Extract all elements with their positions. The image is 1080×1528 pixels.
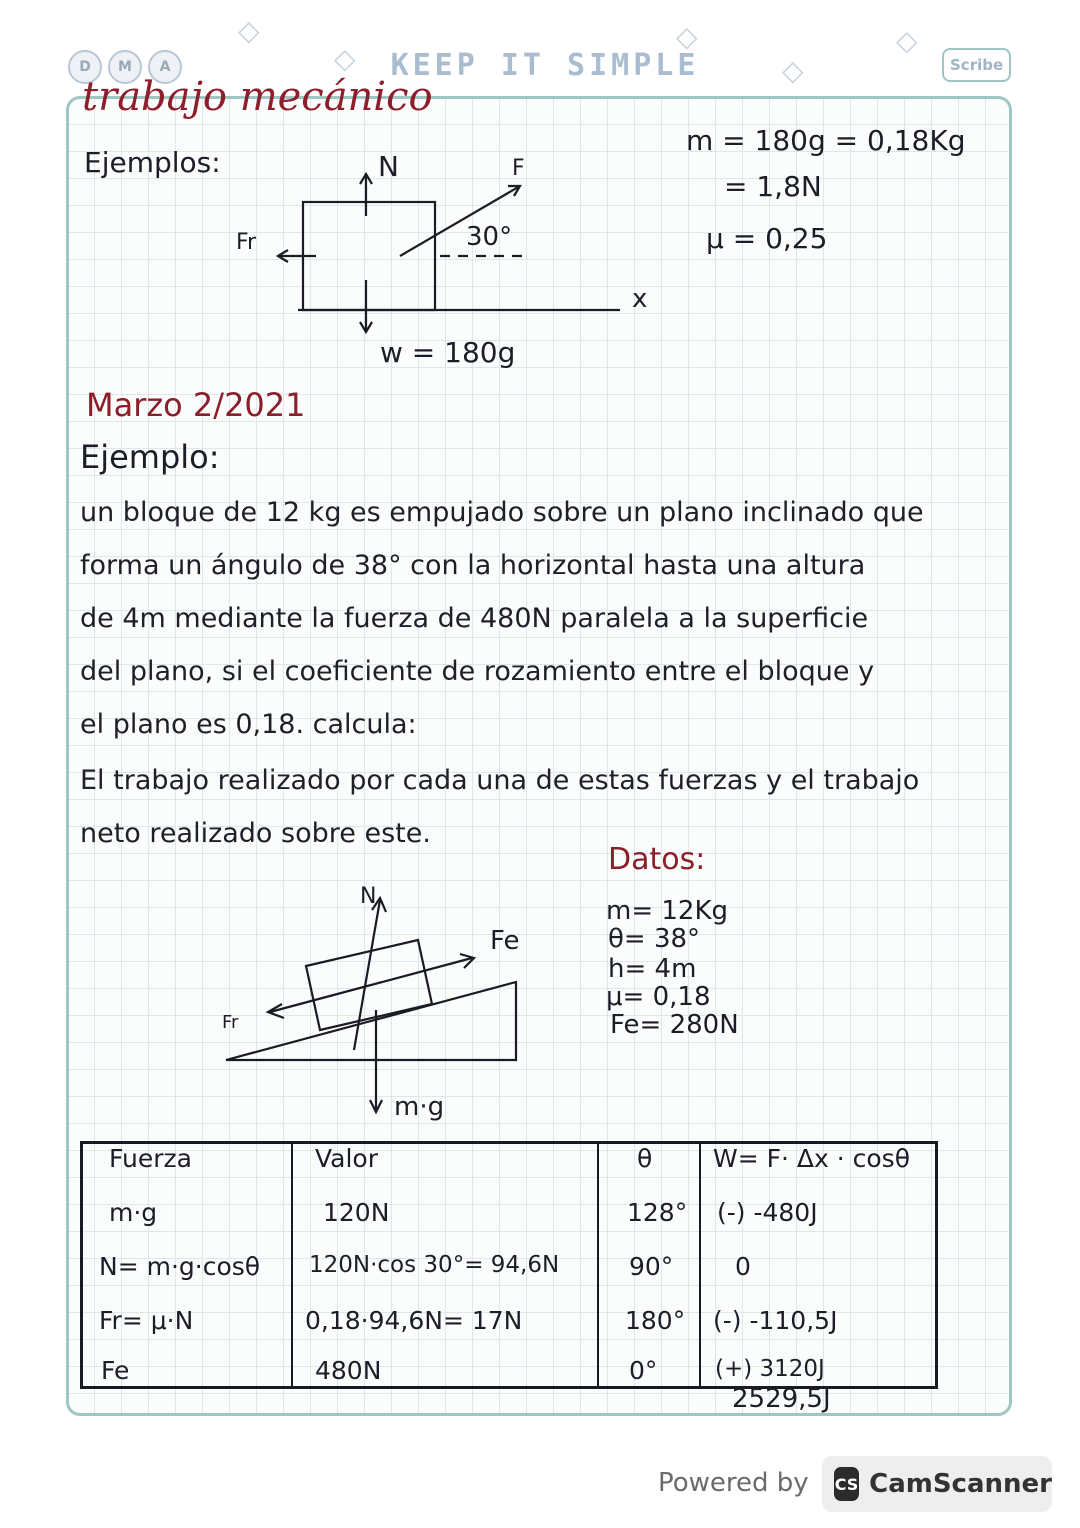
friction-coefficient: μ = 0,25 xyxy=(706,222,828,255)
table-cell: 128° xyxy=(627,1198,688,1227)
camscanner-badge xyxy=(822,1456,1052,1512)
table-cell: (+) 3120J xyxy=(715,1356,825,1382)
datos-heading: Datos: xyxy=(608,842,706,877)
diamond-icon: ◇ xyxy=(782,54,804,87)
problem-line: de 4m mediante la fuerza de 480N paralela a la superficie xyxy=(80,603,869,634)
table-cell: 0° xyxy=(629,1356,658,1385)
problem-line: un bloque de 12 kg es empujado sobre un plano inclinado que xyxy=(80,497,924,528)
datos-item: θ= 38° xyxy=(608,924,701,954)
table-cell: 120N xyxy=(323,1198,390,1227)
day-circle: D xyxy=(68,50,102,84)
camscanner-name: CamScanner xyxy=(869,1469,1052,1499)
brand-title: KEEP IT SIMPLE xyxy=(390,48,700,83)
table-cell: (-) -480J xyxy=(717,1198,818,1227)
problem-line: forma un ángulo de 38° con la horizontal hasta una altura xyxy=(80,550,866,581)
table-cell: 480N xyxy=(315,1356,382,1385)
scribe-logo: Scribe xyxy=(942,48,1011,82)
table-cell: Fr= μ·N xyxy=(99,1306,194,1335)
problem-line: el plano es 0,18. calcula: xyxy=(80,709,417,740)
datos-item: m= 12Kg xyxy=(606,896,729,926)
angle-label: 30° xyxy=(466,222,513,252)
datos-item: h= 4m xyxy=(608,954,697,984)
month-circle: M xyxy=(108,50,142,84)
net-work-total: 2529,5J xyxy=(732,1384,831,1414)
axis-label-x: x xyxy=(632,284,648,314)
table-cell: 120N·cos 30°= 94,6N xyxy=(309,1252,560,1278)
diamond-icon: ◇ xyxy=(238,14,260,47)
problem-line: del plano, si el coeficiente de rozamiento entre el bloque y xyxy=(80,656,875,687)
table-header: Fuerza xyxy=(109,1144,192,1173)
weight-force-label: m·g xyxy=(394,1092,445,1122)
table-header: Valor xyxy=(315,1144,379,1173)
weight-newton: = 1,8N xyxy=(724,170,822,203)
datos-item: μ= 0,18 xyxy=(606,982,711,1012)
diamond-icon: ◇ xyxy=(676,20,698,53)
table-cell: (-) -110,5J xyxy=(713,1306,838,1335)
normal-force-label: N xyxy=(360,884,377,909)
date-heading: Marzo 2/2021 xyxy=(86,386,306,424)
example2-heading: Ejemplo: xyxy=(80,438,220,476)
table-cell: m·g xyxy=(109,1198,158,1227)
table-header: W= F· Δx · cosθ xyxy=(713,1144,910,1173)
friction-force-label: Fr xyxy=(222,1012,239,1033)
table-header: θ xyxy=(637,1144,653,1173)
table-cell: N= m·g·cosθ xyxy=(99,1252,261,1281)
table-cell: 0,18·94,6N= 17N xyxy=(305,1306,523,1335)
powered-by-label: Powered by xyxy=(658,1468,809,1498)
question-line: El trabajo realizado por cada una de estas fuerzas y el trabajo xyxy=(80,765,920,796)
diamond-icon: ◇ xyxy=(334,42,356,75)
question-line: neto realizado sobre este. xyxy=(80,818,431,849)
table-cell: 180° xyxy=(625,1306,686,1335)
force-label-n: N xyxy=(378,150,399,183)
diamond-icon: ◇ xyxy=(896,24,918,57)
force-label-fr: Fr xyxy=(236,230,257,255)
force-label-f: F xyxy=(512,156,525,181)
work-table xyxy=(80,1141,938,1389)
example1-heading: Ejemplos: xyxy=(84,146,221,179)
table-cell: 0 xyxy=(735,1252,751,1281)
page-title: trabajo mecánico xyxy=(82,74,433,120)
datos-item: Fe= 280N xyxy=(610,1010,739,1040)
weight-label: w = 180g xyxy=(380,336,516,369)
table-cell: 90° xyxy=(629,1252,674,1281)
table-cell: Fe xyxy=(101,1356,130,1385)
applied-force-label: Fe xyxy=(490,926,520,956)
mass-value: m = 180g = 0,18Kg xyxy=(686,124,966,157)
year-circle: A xyxy=(148,50,182,84)
camscanner-logo-icon: CS xyxy=(834,1467,859,1501)
